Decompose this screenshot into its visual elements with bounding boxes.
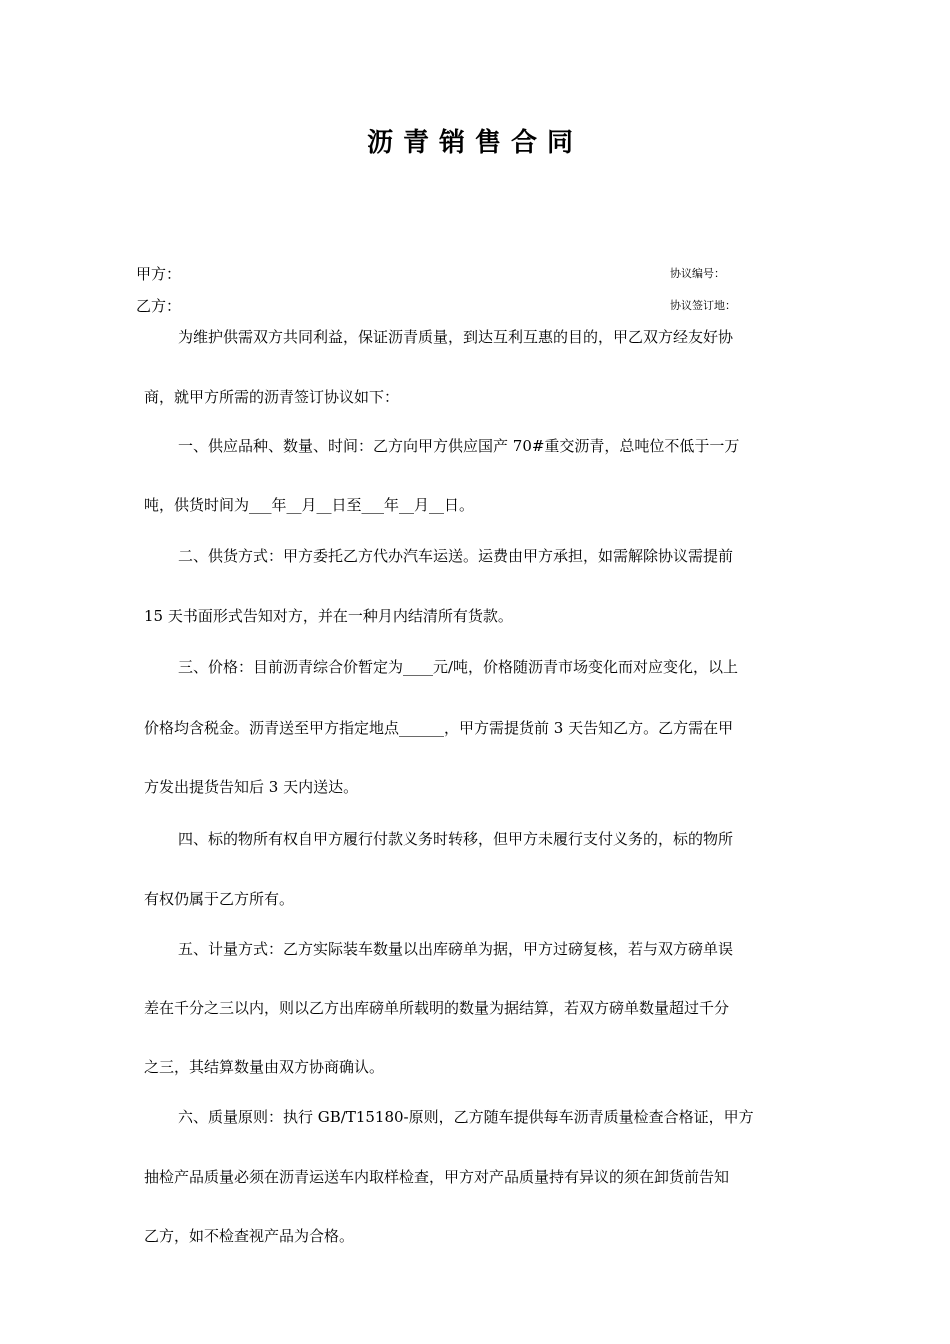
party-a-label: 甲方：: [136, 265, 182, 283]
clause-delivery-line: 15 天书面形式告知对方，并在一种月内结清所有货款。: [144, 607, 513, 625]
clause-delivery-line: 二、供货方式：甲方委托乙方代办汽车运送。运费由甲方承担，如需解除协议需提前: [178, 547, 734, 565]
agreement-number-label: 协议编号：: [670, 267, 725, 280]
party-b-label: 乙方：: [136, 297, 182, 315]
clause-supply-line: 一、供应品种、数量、时间：乙方向甲方供应国产 70#重交沥青，总吨位不低于一万: [178, 437, 740, 455]
clause-measurement-line: 之三，其结算数量由双方协商确认。: [144, 1058, 385, 1076]
clause-quality-line: 抽检产品质量必须在沥青运送车内取样检查，甲方对产品质量持有异议的须在卸货前告知: [144, 1168, 730, 1186]
clause-measurement-line: 五、计量方式：乙方实际装车数量以出库磅单为据，甲方过磅复核，若与双方磅单误: [178, 940, 734, 958]
clause-ownership-line: 四、标的物所有权自甲方履行付款义务时转移，但甲方未履行支付义务的，标的物所: [178, 830, 734, 848]
clause-measurement-line: 差在千分之三以内，则以乙方出库磅单所载明的数量为据结算，若双方磅单数量超过千分: [144, 999, 730, 1017]
body-line: 为维护供需双方共同利益，保证沥青质量，到达互利互惠的目的，甲乙双方经友好协: [178, 328, 734, 346]
clause-price-line: 价格均含税金。沥青送至甲方指定地点______，甲方需提货前 3 天告知乙方。乙方需在甲: [144, 719, 734, 737]
signing-place-label: 协议签订地：: [670, 299, 736, 312]
clause-quality-line: 六、质量原则：执行 GB/T15180-原则，乙方随车提供每车沥青质量检查合格证，甲方: [178, 1108, 754, 1126]
body-line: 商，就甲方所需的沥青签订协议如下：: [144, 388, 400, 406]
clause-price-line: 方发出提货告知后 3 天内送达。: [144, 778, 359, 796]
clause-ownership-line: 有权仍属于乙方所有。: [144, 890, 295, 908]
clause-quality-line: 乙方，如不检查视产品为合格。: [144, 1227, 355, 1245]
clause-supply-line: 吨，供货时间为___年__月__日至___年__月__日。: [144, 496, 475, 514]
clause-price-line: 三、价格：目前沥青综合价暂定为____元/吨，价格随沥青市场变化而对应变化，以上: [178, 658, 739, 676]
document-title: 沥青销售合同: [366, 128, 583, 158]
